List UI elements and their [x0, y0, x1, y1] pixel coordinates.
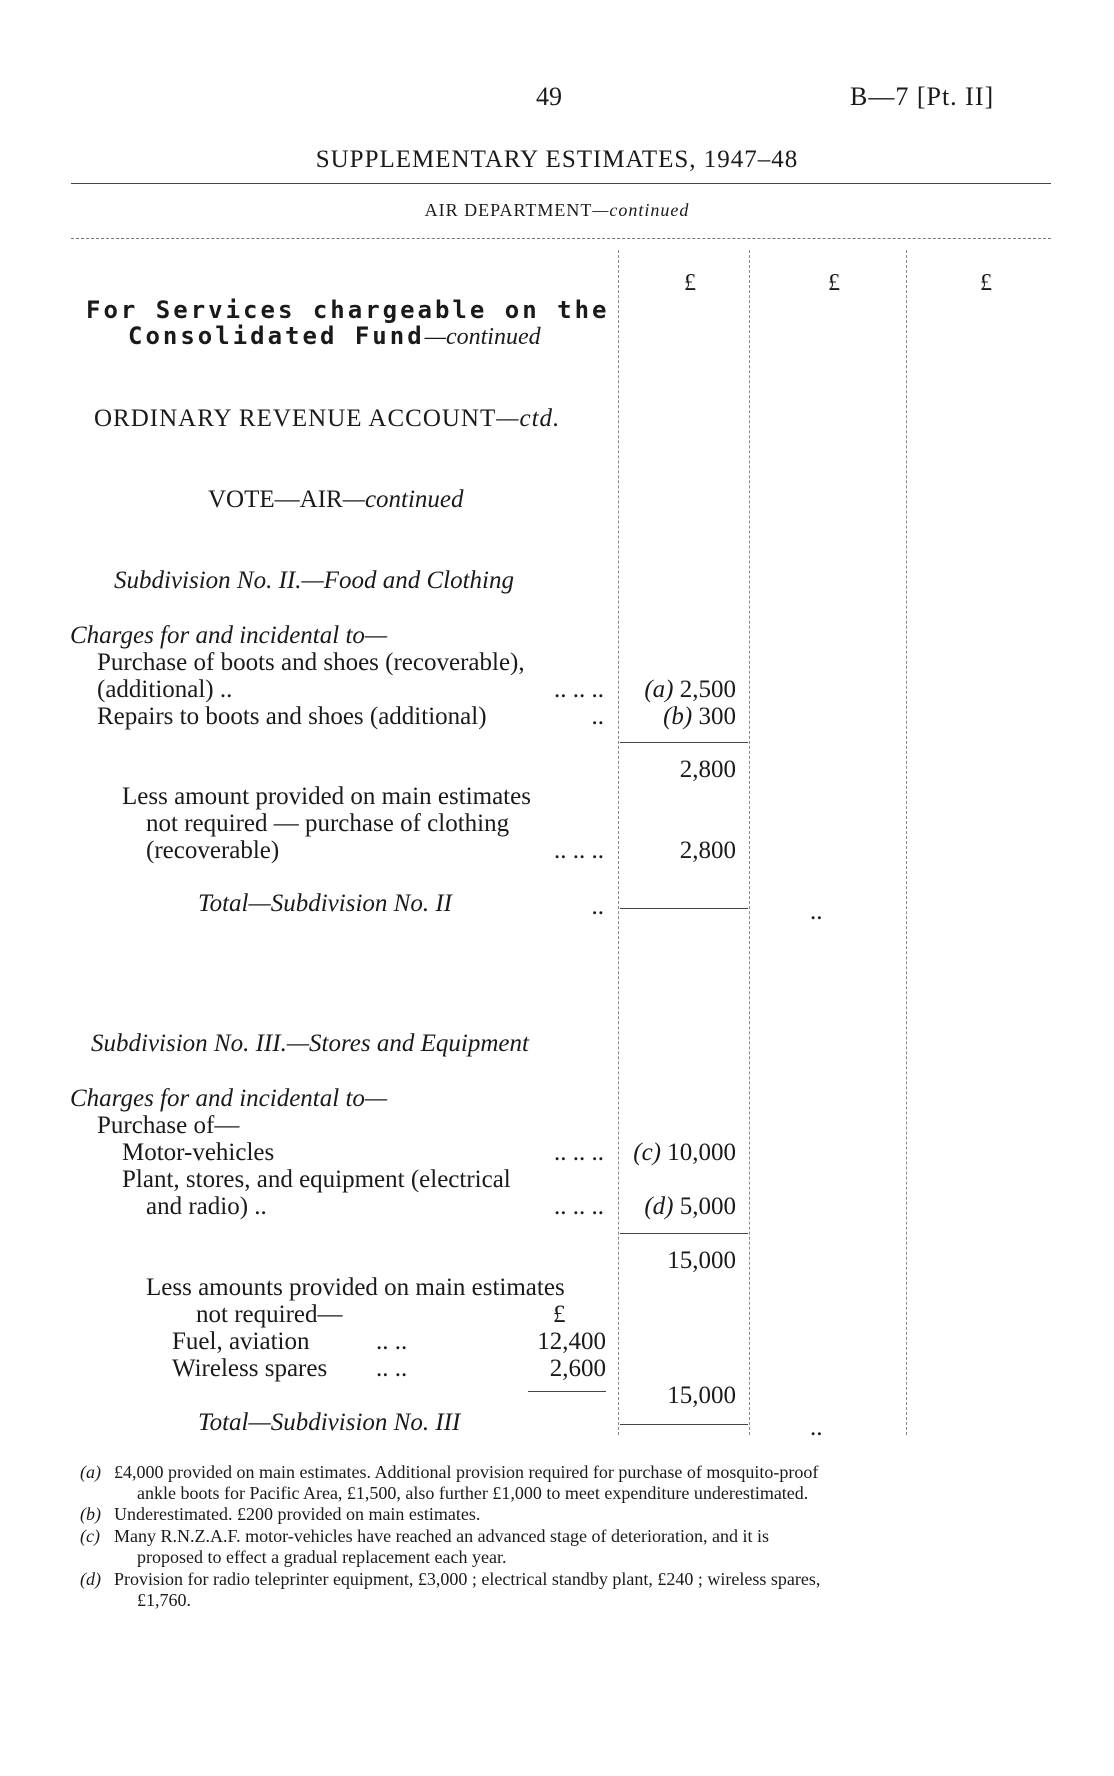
sub2-item2-amount: [620, 703, 736, 731]
sub3-item2-amount: [612, 1193, 736, 1221]
sub3-item1-value: 10,000: [667, 1139, 736, 1166]
footnote-d-mark: (d): [80, 1569, 101, 1589]
sub3-item2-line2: and radio) ..: [146, 1193, 267, 1220]
department-name: AIR DEPARTMENT: [424, 200, 593, 220]
sub3-item2-value: 5,000: [679, 1193, 736, 1220]
sub3-deductions-rule: [528, 1391, 606, 1392]
sub3-less-line1: Less amounts provided on main estimates: [146, 1274, 565, 1301]
footnote-c-line1: Many R.N.Z.A.F. motor-vehicles have reached an advanced stage of deterioration, and it is: [114, 1526, 769, 1546]
footnote-a-mark: (a): [80, 1462, 101, 1482]
footnote-a-line2: ankle boots for Pacific Area, £1,500, also further £1,000 to meet expenditure underestimated.: [137, 1483, 809, 1503]
sub3-wireless-label: Wireless spares: [172, 1355, 328, 1382]
column-rule-2: [749, 250, 750, 1435]
sub3-item1: Motor-vehicles: [122, 1139, 275, 1166]
sub3-less-line2: not required—: [196, 1301, 343, 1328]
sub3-wireless-dots: .. ..: [376, 1355, 408, 1382]
sub2-item1-line1: Purchase of boots and shoes (recoverable),: [97, 649, 525, 676]
footnote-a-line1: £4,000 provided on main estimates. Additional provision required for purchase of mosquito-proof: [114, 1462, 819, 1482]
sub3-pound-sign: £: [553, 1301, 566, 1328]
sub3-item2-ref: (d): [644, 1193, 674, 1220]
sub2-total-value: ..: [810, 898, 823, 925]
sub3-item1-amount: [612, 1139, 736, 1167]
sub3-fuel-dots: .. ..: [376, 1328, 408, 1355]
sub2-less-line3: (recoverable): [146, 837, 280, 864]
vote-name: VOTE—AIR: [208, 486, 343, 513]
account-suffix: —ctd.: [496, 405, 561, 432]
sub3-purchase-of: Purchase of—: [97, 1112, 240, 1139]
column-rule-1: [618, 250, 619, 1435]
sub2-sum: 2,800: [679, 756, 736, 783]
sub3-less-value: 15,000: [667, 1382, 736, 1409]
department-heading: [0, 200, 1114, 221]
footnote-d-line1: Provision for radio teleprinter equipment, £3,000 ; electrical standby plant, £240 ; wireless spares,: [114, 1569, 821, 1589]
sub3-fuel-label: Fuel, aviation: [172, 1328, 310, 1355]
sub2-item2: Repairs to boots and shoes (additional): [97, 703, 487, 730]
sub2-item2-value: 300: [698, 703, 736, 730]
sub2-total-dots: ..: [591, 893, 604, 920]
services-heading-line2: [128, 322, 541, 351]
footnote-b-line1: Underestimated. £200 provided on main estimates.: [114, 1504, 481, 1524]
page-number: 49: [536, 82, 562, 111]
sub3-item2-line1: Plant, stores, and equipment (electrical: [122, 1166, 511, 1193]
vote-heading: [208, 486, 464, 514]
services-heading-line1: For Services chargeable on the: [86, 296, 610, 324]
subdivision-2-charges-heading: Charges for and incidental to—: [70, 622, 388, 649]
footnote-c-mark: (c): [80, 1526, 100, 1546]
consolidated-fund: Consolidated Fund: [128, 322, 425, 350]
sub3-wireless-value: 2,600: [549, 1355, 606, 1382]
sub2-sum-rule: [620, 742, 748, 743]
sub3-fuel-value: 12,400: [537, 1328, 606, 1355]
sub2-item1-ref: (a): [644, 676, 674, 703]
subdivision-2-title: Subdivision No. II.—Food and Clothing: [114, 567, 514, 594]
sub3-item2-dots: .. .. ..: [554, 1193, 604, 1220]
sub2-total-rule: [620, 908, 748, 909]
vote-suffix: —continued: [342, 486, 464, 513]
sub3-total-rule: [620, 1424, 748, 1425]
column-header-3: £: [980, 270, 992, 296]
department-rule: [71, 238, 1051, 239]
sub3-total-value: ..: [810, 1414, 823, 1441]
sub3-item1-ref: (c): [633, 1139, 661, 1166]
sub3-sum-rule: [620, 1233, 748, 1234]
sub2-item1-value: 2,500: [679, 676, 736, 703]
sub2-item1-line2: (additional) ..: [97, 676, 233, 703]
department-suffix: —continued: [592, 200, 690, 220]
sub2-less-dots: .. .. ..: [554, 837, 604, 864]
account-heading: [94, 405, 560, 433]
column-header-2: £: [828, 270, 840, 296]
sub2-less-value: 2,800: [679, 837, 736, 864]
sub2-item1-amount: [620, 676, 736, 704]
sub2-total-label: Total—Subdivision No. II: [198, 890, 452, 917]
sub2-item2-ref: (b): [663, 703, 693, 730]
column-rule-3: [906, 250, 907, 1435]
page-reference: B—7 [Pt. II]: [850, 82, 995, 111]
title-rule: [71, 183, 1051, 184]
sub2-less-line2: not required — purchase of clothing: [146, 810, 510, 837]
consolidated-suffix: —continued: [424, 324, 541, 350]
subdivision-3-charges-heading: Charges for and incidental to—: [70, 1085, 388, 1112]
column-header-1: £: [684, 270, 696, 296]
footnote-b-mark: (b): [80, 1504, 101, 1524]
footnote-d-line2: £1,760.: [137, 1590, 191, 1610]
subdivision-3-title: Subdivision No. III.—Stores and Equipment: [91, 1030, 529, 1057]
account-name: ORDINARY REVENUE ACCOUNT: [94, 405, 497, 432]
sub2-item2-dots: ..: [591, 703, 604, 730]
sub2-less-line1: Less amount provided on main estimates: [122, 783, 531, 810]
footnote-c-line2: proposed to effect a gradual replacement each year.: [137, 1547, 507, 1567]
page-title: SUPPLEMENTARY ESTIMATES, 1947–48: [315, 146, 799, 173]
sub2-item1-dots: .. .. ..: [554, 676, 604, 703]
sub3-sum: 15,000: [667, 1247, 736, 1274]
sub3-total-label: Total—Subdivision No. III: [198, 1409, 461, 1436]
sub3-item1-dots: .. .. ..: [554, 1139, 604, 1166]
